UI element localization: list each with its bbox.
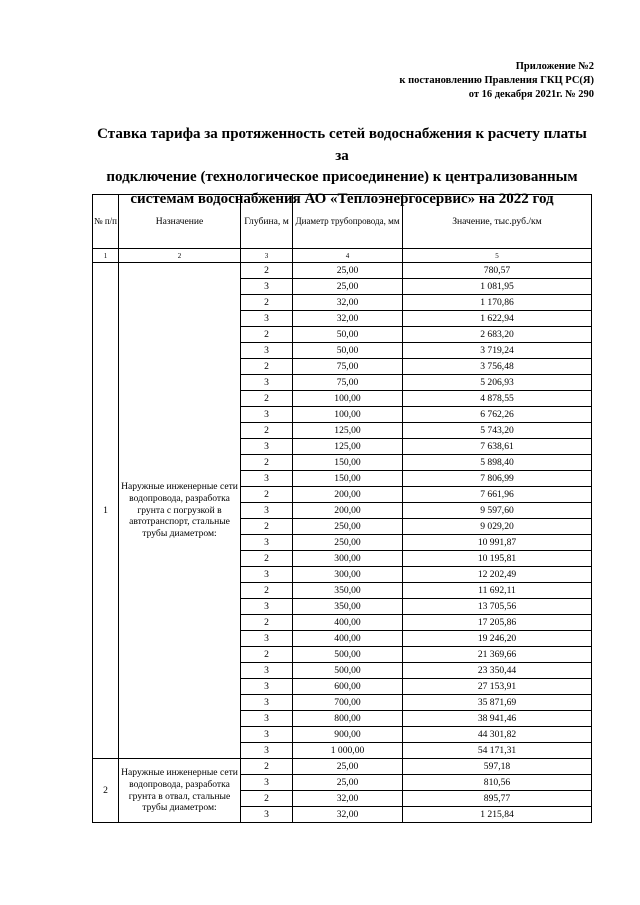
diameter-cell: 150,00 xyxy=(293,471,403,487)
value-cell: 1 081,95 xyxy=(403,279,592,295)
diameter-cell: 200,00 xyxy=(293,503,403,519)
table-row xyxy=(93,759,592,775)
annex-header xyxy=(399,60,594,102)
value-cell: 27 153,91 xyxy=(403,679,592,695)
value-cell: 6 762,26 xyxy=(403,407,592,423)
value-cell: 10 195,81 xyxy=(403,551,592,567)
depth-cell: 3 xyxy=(241,663,293,679)
table-row xyxy=(93,263,592,279)
column-number: 5 xyxy=(403,249,592,263)
value-cell: 4 878,55 xyxy=(403,391,592,407)
title-line-3: системам водоснабжения АО «Теплоэнергосервис» на 2022 год xyxy=(130,190,554,207)
diameter-cell: 500,00 xyxy=(293,663,403,679)
title-line-2: подключение (технологическое присоединение) к централизованным xyxy=(106,169,578,185)
diameter-cell: 1 000,00 xyxy=(293,743,403,759)
annex-date: от 16 декабря 2021г. № 290 xyxy=(468,89,594,100)
diameter-cell: 100,00 xyxy=(293,407,403,423)
depth-cell: 3 xyxy=(241,679,293,695)
depth-cell: 2 xyxy=(241,327,293,343)
diameter-cell: 300,00 xyxy=(293,551,403,567)
depth-cell: 3 xyxy=(241,743,293,759)
group-description: Наружные инженерные сети водопровода, разработка грунта в отвал, стальные трубы диаметром: xyxy=(119,759,241,823)
diameter-cell: 350,00 xyxy=(293,583,403,599)
annex-number: Приложение №2 xyxy=(515,61,594,72)
table-header-row xyxy=(93,195,592,249)
diameter-cell: 50,00 xyxy=(293,327,403,343)
diameter-cell: 25,00 xyxy=(293,775,403,791)
depth-cell: 2 xyxy=(241,423,293,439)
value-cell: 19 246,20 xyxy=(403,631,592,647)
value-cell: 9 597,60 xyxy=(403,503,592,519)
title-line-1: Ставка тарифа за протяженность сетей водоснабжения к расчету платы за xyxy=(97,126,587,164)
column-number: 2 xyxy=(119,249,241,263)
value-cell: 780,57 xyxy=(403,263,592,279)
value-cell: 3 719,24 xyxy=(403,343,592,359)
diameter-cell: 350,00 xyxy=(293,599,403,615)
depth-cell: 3 xyxy=(241,535,293,551)
value-cell: 5 206,93 xyxy=(403,375,592,391)
depth-cell: 2 xyxy=(241,391,293,407)
depth-cell: 3 xyxy=(241,503,293,519)
header-num: № п/п xyxy=(93,195,119,249)
column-number: 4 xyxy=(293,249,403,263)
value-cell: 13 705,56 xyxy=(403,599,592,615)
depth-cell: 3 xyxy=(241,695,293,711)
depth-cell: 2 xyxy=(241,583,293,599)
depth-cell: 2 xyxy=(241,759,293,775)
diameter-cell: 125,00 xyxy=(293,439,403,455)
diameter-cell: 600,00 xyxy=(293,679,403,695)
value-cell: 17 205,86 xyxy=(403,615,592,631)
tariff-table xyxy=(92,194,592,823)
diameter-cell: 400,00 xyxy=(293,631,403,647)
header-depth: Глубина, м xyxy=(241,195,293,249)
diameter-cell: 25,00 xyxy=(293,759,403,775)
diameter-cell: 250,00 xyxy=(293,519,403,535)
value-cell: 1 170,86 xyxy=(403,295,592,311)
value-cell: 23 350,44 xyxy=(403,663,592,679)
diameter-cell: 75,00 xyxy=(293,375,403,391)
value-cell: 10 991,87 xyxy=(403,535,592,551)
depth-cell: 2 xyxy=(241,295,293,311)
header-purpose: Назначение xyxy=(119,195,241,249)
depth-cell: 2 xyxy=(241,519,293,535)
value-cell: 11 692,11 xyxy=(403,583,592,599)
depth-cell: 3 xyxy=(241,311,293,327)
diameter-cell: 75,00 xyxy=(293,359,403,375)
value-cell: 7 661,96 xyxy=(403,487,592,503)
value-cell: 3 756,48 xyxy=(403,359,592,375)
value-cell: 5 898,40 xyxy=(403,455,592,471)
diameter-cell: 25,00 xyxy=(293,263,403,279)
diameter-cell: 32,00 xyxy=(293,791,403,807)
depth-cell: 3 xyxy=(241,375,293,391)
depth-cell: 3 xyxy=(241,631,293,647)
depth-cell: 3 xyxy=(241,471,293,487)
diameter-cell: 32,00 xyxy=(293,311,403,327)
value-cell: 38 941,46 xyxy=(403,711,592,727)
value-cell: 810,56 xyxy=(403,775,592,791)
value-cell: 35 871,69 xyxy=(403,695,592,711)
depth-cell: 2 xyxy=(241,455,293,471)
column-number-row xyxy=(93,249,592,263)
column-number: 1 xyxy=(93,249,119,263)
diameter-cell: 900,00 xyxy=(293,727,403,743)
group-number: 1 xyxy=(93,263,119,759)
value-cell: 1 215,84 xyxy=(403,807,592,823)
diameter-cell: 32,00 xyxy=(293,295,403,311)
depth-cell: 3 xyxy=(241,407,293,423)
value-cell: 7 638,61 xyxy=(403,439,592,455)
diameter-cell: 300,00 xyxy=(293,567,403,583)
value-cell: 21 369,66 xyxy=(403,647,592,663)
depth-cell: 3 xyxy=(241,807,293,823)
depth-cell: 3 xyxy=(241,439,293,455)
value-cell: 44 301,82 xyxy=(403,727,592,743)
value-cell: 7 806,99 xyxy=(403,471,592,487)
diameter-cell: 100,00 xyxy=(293,391,403,407)
column-number: 3 xyxy=(241,249,293,263)
depth-cell: 2 xyxy=(241,263,293,279)
diameter-cell: 150,00 xyxy=(293,455,403,471)
diameter-cell: 700,00 xyxy=(293,695,403,711)
annex-decree: к постановлению Правления ГКЦ РС(Я) xyxy=(399,75,594,86)
diameter-cell: 50,00 xyxy=(293,343,403,359)
depth-cell: 2 xyxy=(241,647,293,663)
value-cell: 895,77 xyxy=(403,791,592,807)
header-value: Значение, тыс.руб./км xyxy=(403,195,592,249)
diameter-cell: 32,00 xyxy=(293,807,403,823)
diameter-cell: 200,00 xyxy=(293,487,403,503)
group-number: 2 xyxy=(93,759,119,823)
value-cell: 1 622,94 xyxy=(403,311,592,327)
value-cell: 2 683,20 xyxy=(403,327,592,343)
depth-cell: 3 xyxy=(241,727,293,743)
depth-cell: 2 xyxy=(241,615,293,631)
value-cell: 12 202,49 xyxy=(403,567,592,583)
depth-cell: 3 xyxy=(241,599,293,615)
value-cell: 597,18 xyxy=(403,759,592,775)
depth-cell: 3 xyxy=(241,279,293,295)
depth-cell: 2 xyxy=(241,487,293,503)
diameter-cell: 500,00 xyxy=(293,647,403,663)
depth-cell: 2 xyxy=(241,551,293,567)
depth-cell: 3 xyxy=(241,775,293,791)
table-body xyxy=(93,263,592,823)
value-cell: 5 743,20 xyxy=(403,423,592,439)
depth-cell: 3 xyxy=(241,343,293,359)
depth-cell: 3 xyxy=(241,711,293,727)
value-cell: 9 029,20 xyxy=(403,519,592,535)
diameter-cell: 125,00 xyxy=(293,423,403,439)
value-cell: 54 171,31 xyxy=(403,743,592,759)
depth-cell: 2 xyxy=(241,359,293,375)
diameter-cell: 250,00 xyxy=(293,535,403,551)
group-description: Наружные инженерные сети водопровода, разработка грунта с погрузкой в автотранспорт, стальные трубы диаметром: xyxy=(119,263,241,759)
diameter-cell: 800,00 xyxy=(293,711,403,727)
diameter-cell: 25,00 xyxy=(293,279,403,295)
depth-cell: 2 xyxy=(241,791,293,807)
diameter-cell: 400,00 xyxy=(293,615,403,631)
header-diameter: Диаметр трубопровода, мм xyxy=(293,195,403,249)
depth-cell: 3 xyxy=(241,567,293,583)
